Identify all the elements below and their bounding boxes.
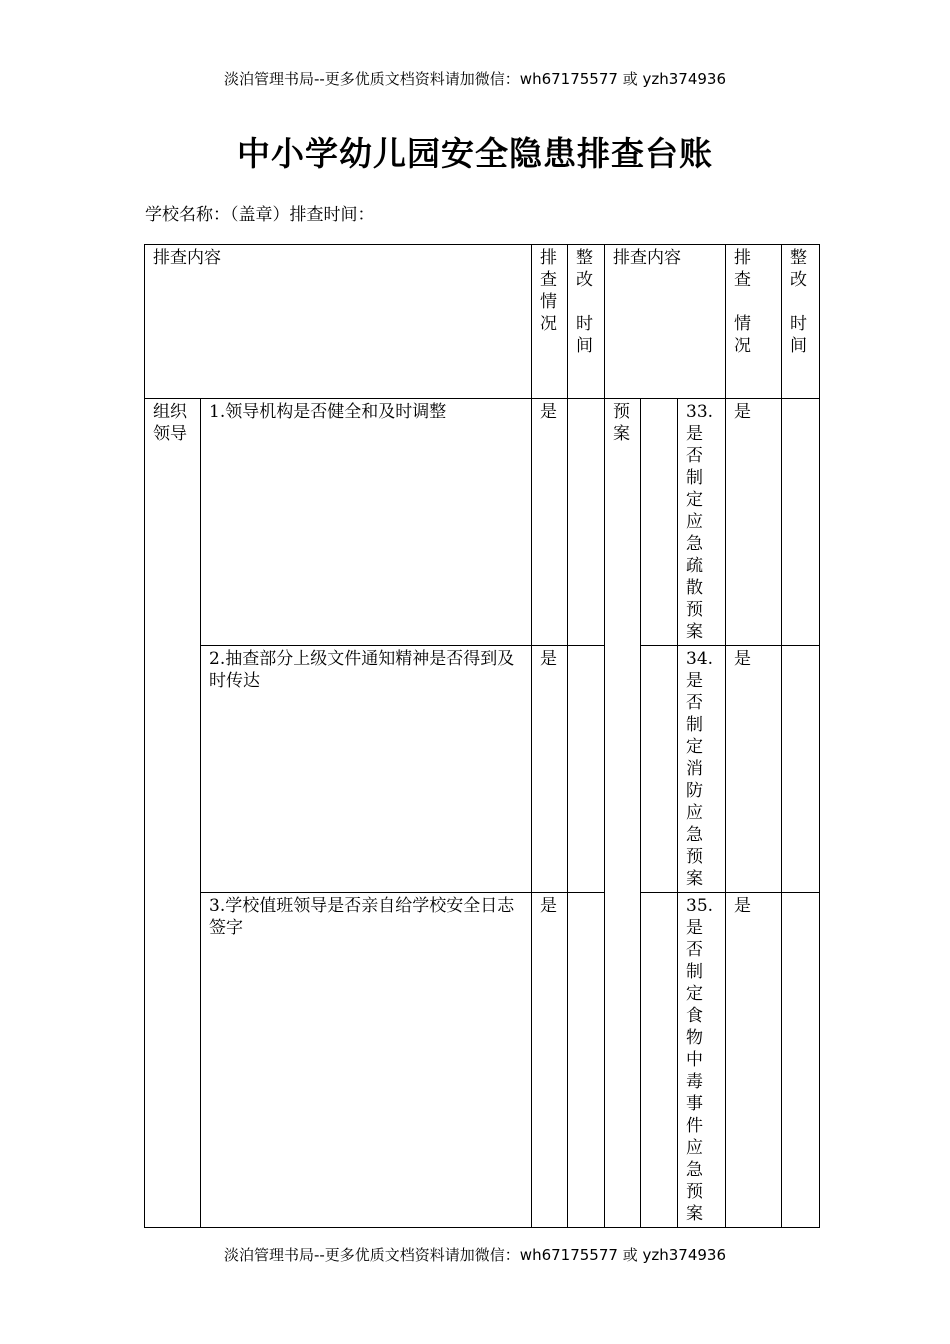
left-status-cell: 是 — [532, 399, 568, 646]
left-item-cell: 2.抽查部分上级文件通知精神是否得到及时传达 — [201, 646, 532, 893]
left-item-cell: 3.学校值班领导是否亲自给学校安全日志签字 — [201, 893, 532, 1228]
header-status-left-a: 排查 — [540, 248, 557, 290]
header-fix-left-b: 时间 — [576, 314, 593, 356]
left-fix-time-cell — [568, 893, 605, 1228]
right-sub-category-cell — [641, 646, 678, 893]
left-item-cell: 1.领导机构是否健全和及时调整 — [201, 399, 532, 646]
header-fix-right-a: 整改 — [790, 248, 808, 290]
header-status-right-b: 情况 — [734, 314, 752, 356]
right-item-cell: 33.是否制定应急疏散预案 — [678, 399, 726, 646]
header-fix-left — [568, 245, 605, 399]
left-fix-time-cell — [568, 399, 605, 646]
left-fix-time-cell — [568, 646, 605, 893]
header-content-left: 排查内容 — [145, 245, 532, 399]
header-content-right: 排查内容 — [605, 245, 726, 399]
inspection-ledger-table — [144, 244, 820, 1228]
header-fix-left-a: 整改 — [576, 248, 593, 290]
school-name-line: 学校名称：（盖章）排查时间： — [145, 205, 375, 225]
right-fix-time-cell — [782, 399, 820, 646]
header-status-right — [726, 245, 782, 399]
header-fix-right-b: 时间 — [790, 314, 808, 356]
right-category-cell — [605, 399, 641, 1228]
right-status-cell: 是 — [726, 893, 782, 1228]
right-fix-time-cell — [782, 646, 820, 893]
right-category: 预案 — [613, 402, 630, 444]
right-status-cell: 是 — [726, 399, 782, 646]
right-item-cell: 34.是否制定消防应急预案 — [678, 646, 726, 893]
table-header-row — [145, 245, 820, 399]
right-status-cell: 是 — [726, 646, 782, 893]
header-status-right-a: 排查 — [734, 248, 752, 290]
table-row — [145, 399, 820, 646]
left-category-cell — [145, 399, 201, 1228]
right-sub-category-cell — [641, 893, 678, 1228]
table-row — [145, 646, 820, 893]
left-status-cell: 是 — [532, 646, 568, 893]
left-status-cell: 是 — [532, 893, 568, 1228]
header-status-left-b: 情况 — [540, 292, 557, 334]
page-header: 淡泊管理书局--更多优质文档资料请加微信：wh67175577 或 yzh374936 — [223, 70, 726, 88]
right-sub-category-cell — [641, 399, 678, 646]
page-footer: 淡泊管理书局--更多优质文档资料请加微信：wh67175577 或 yzh374936 — [223, 1246, 726, 1264]
header-status-left — [532, 245, 568, 399]
page-title: 中小学幼儿园安全隐患排查台账 — [237, 134, 713, 173]
header-fix-right — [782, 245, 820, 399]
left-category: 组织领导 — [153, 402, 187, 444]
right-item-cell: 35.是否制定食物中毒事件应急预案 — [678, 893, 726, 1228]
table-row — [145, 893, 820, 1228]
right-fix-time-cell — [782, 893, 820, 1228]
